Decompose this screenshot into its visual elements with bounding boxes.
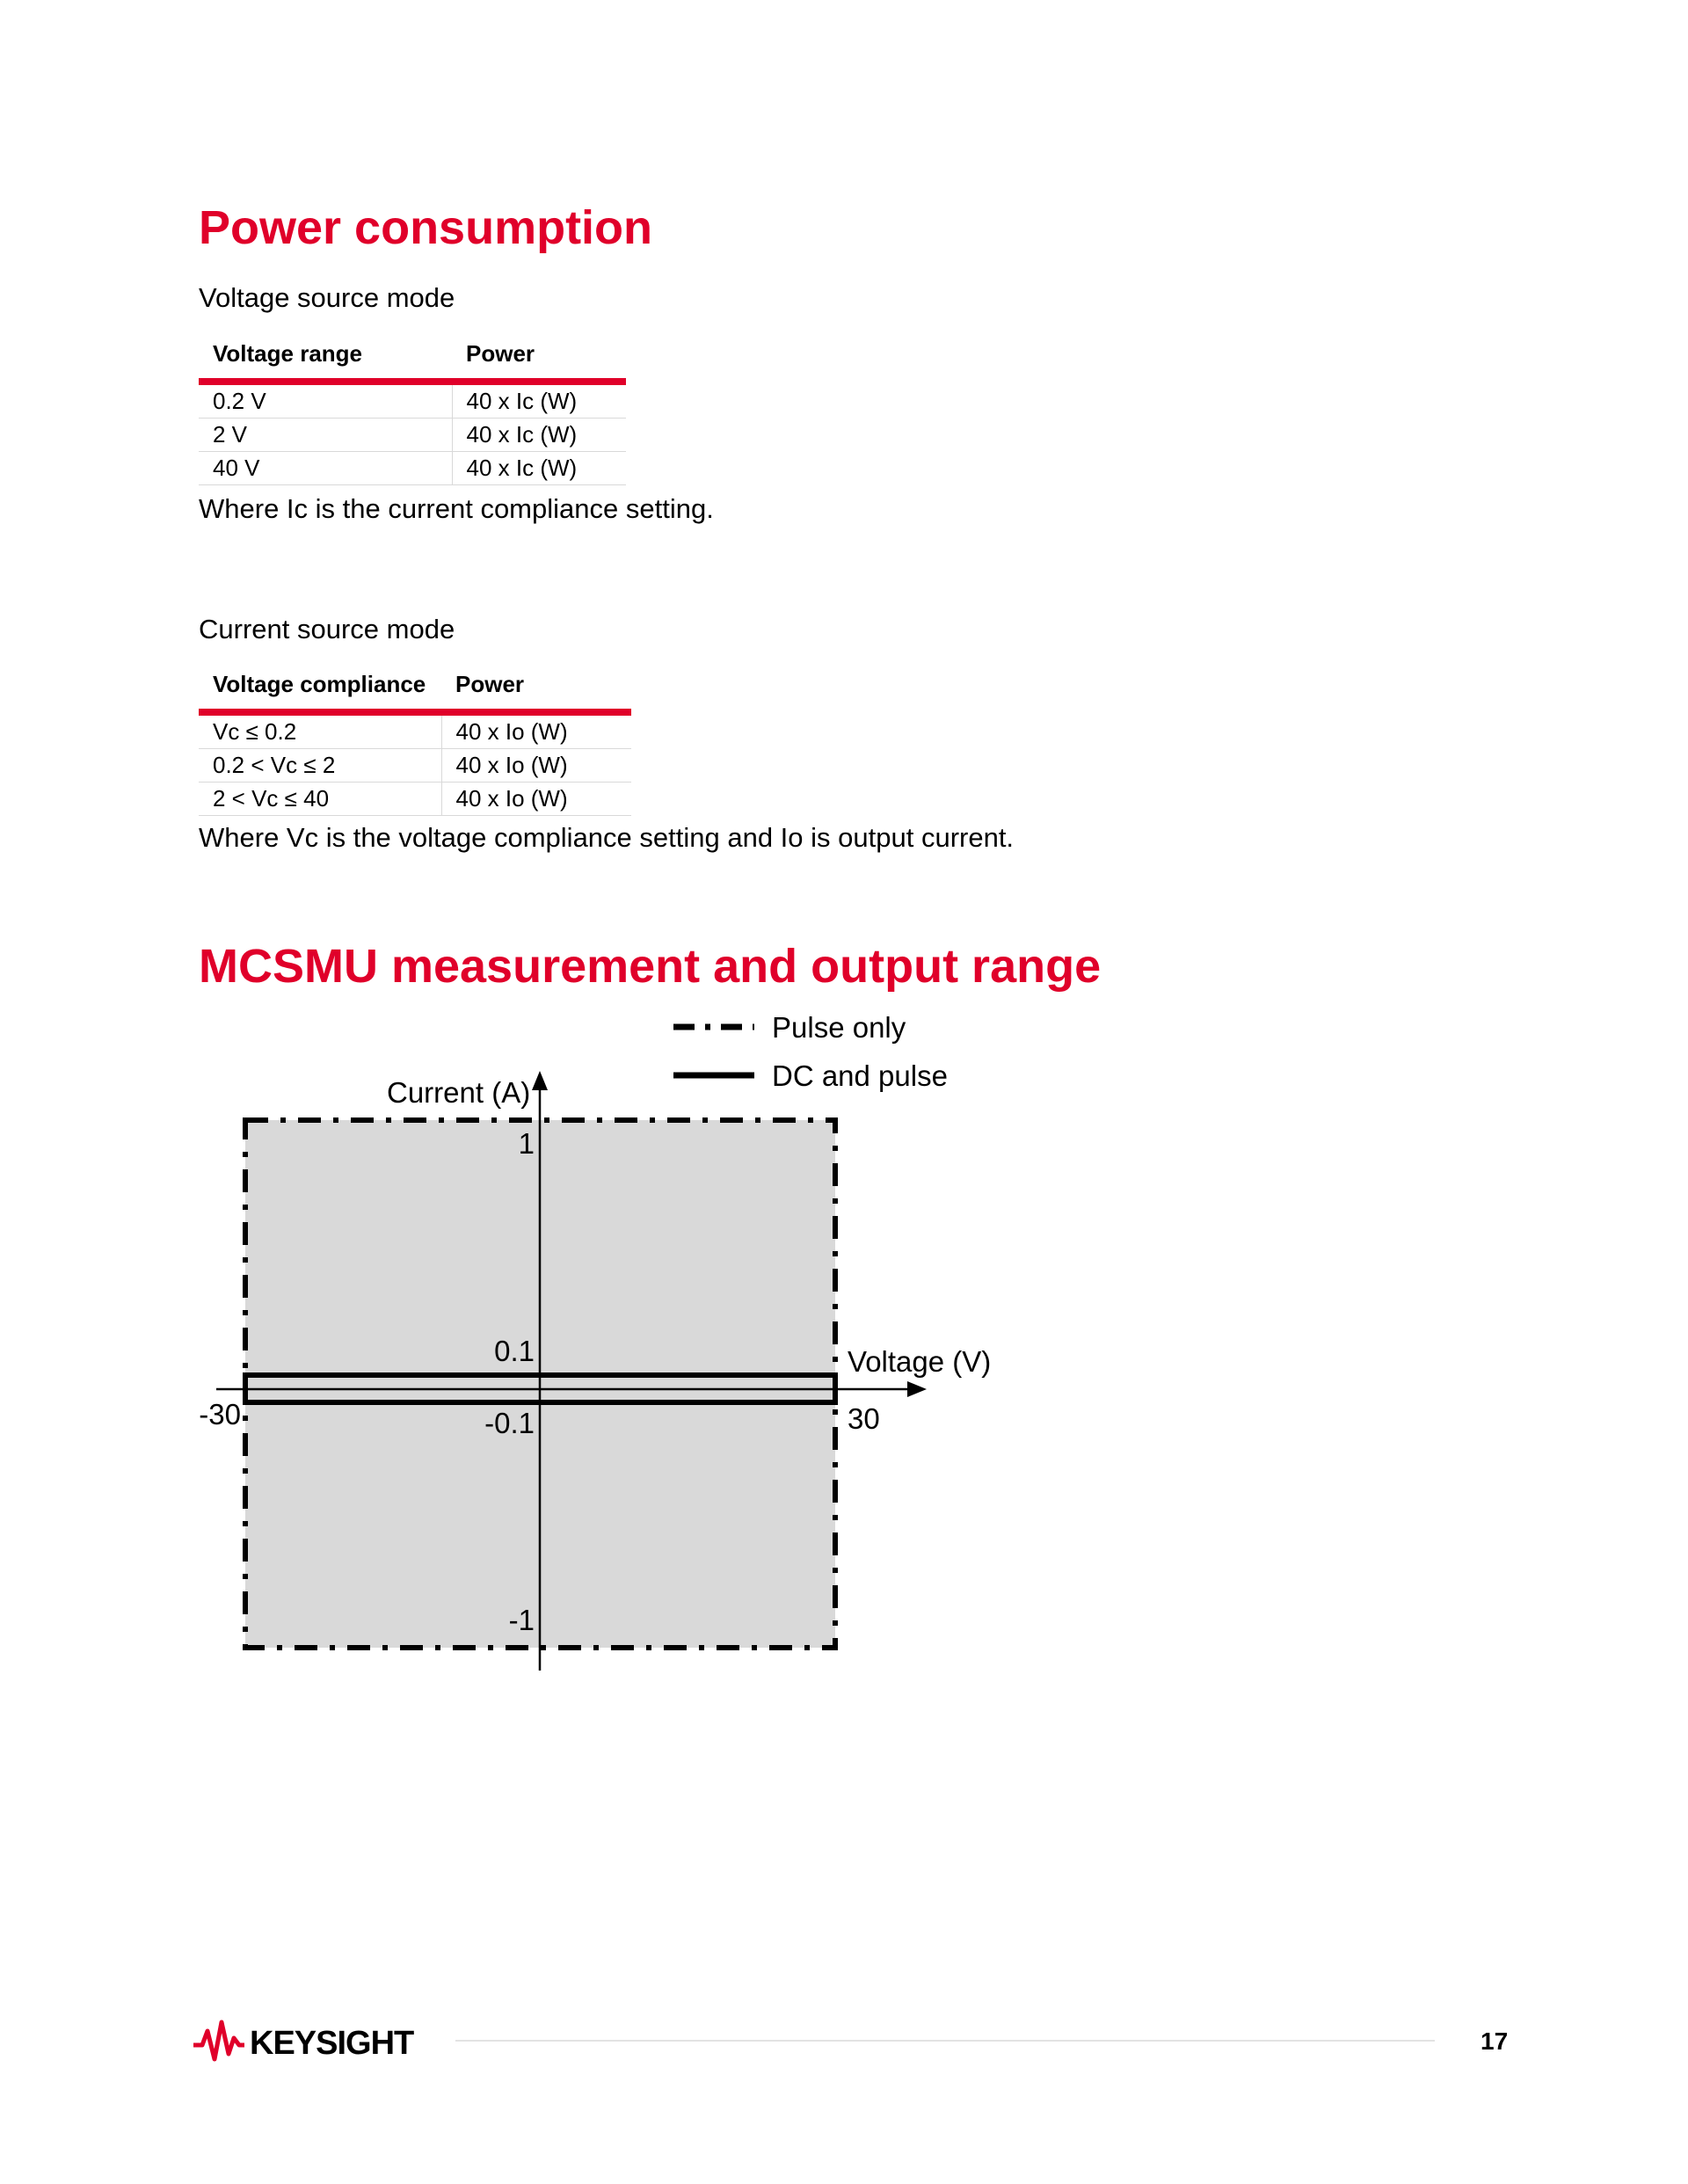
- column-header-power: Power: [441, 666, 631, 712]
- table-header-row: [199, 336, 626, 382]
- legend-dc-label: DC and pulse: [772, 1059, 948, 1092]
- cell-voltage-compliance: 2 < Vc ≤ 40: [199, 783, 441, 816]
- table-header-row: [199, 666, 631, 712]
- table-row: [199, 749, 631, 783]
- current-mode-note: Where Vc is the voltage compliance setting and Io is output current.: [199, 822, 1015, 853]
- tick-label-current-dc-max: 0.1: [494, 1335, 535, 1367]
- cell-voltage-range: 2 V: [199, 419, 452, 452]
- legend-pulse-label: Pulse only: [772, 1011, 906, 1044]
- cell-voltage-compliance: Vc ≤ 0.2: [199, 712, 441, 749]
- table-row: [199, 712, 631, 749]
- voltage-axis-arrow: [907, 1381, 927, 1397]
- tick-label-current-max: 1: [518, 1127, 535, 1160]
- column-header-voltage-range: Voltage range: [199, 336, 452, 382]
- power-consumption-title: Power consumption: [199, 201, 653, 254]
- column-header-voltage-compliance: Voltage compliance: [199, 666, 441, 712]
- mcsmu-range-title: MCSMU measurement and output range: [199, 940, 1102, 993]
- current-source-mode-heading: Current source mode: [199, 614, 455, 644]
- cell-voltage-compliance: 0.2 < Vc ≤ 2: [199, 749, 441, 783]
- cell-power: 40 x Ic (W): [452, 382, 626, 419]
- voltage-source-mode-table: [199, 336, 626, 485]
- cell-voltage-range: 0.2 V: [199, 382, 452, 419]
- tick-label-voltage-min: -30: [199, 1398, 241, 1431]
- voltage-source-mode-heading: Voltage source mode: [199, 282, 455, 313]
- voltage-mode-note: Where Ic is the current compliance setting.: [199, 493, 714, 524]
- table-row: [199, 452, 626, 485]
- cell-voltage-range: 40 V: [199, 452, 452, 485]
- current-source-mode-table: [199, 666, 631, 816]
- table-row: [199, 783, 631, 816]
- page-number: 17: [1481, 2027, 1509, 2055]
- cell-power: 40 x Ic (W): [452, 419, 626, 452]
- tick-label-voltage-max: 30: [848, 1402, 880, 1435]
- cell-power: 40 x Io (W): [441, 783, 631, 816]
- keysight-logo: [192, 2015, 420, 2068]
- keysight-wave-icon: [193, 2022, 244, 2059]
- table-row: [199, 382, 626, 419]
- output-range-diagram: [190, 1002, 1034, 1688]
- cell-power: 40 x Io (W): [441, 749, 631, 783]
- voltage-axis-label: Voltage (V): [848, 1345, 992, 1378]
- cell-power: 40 x Ic (W): [452, 452, 626, 485]
- keysight-wordmark: KEYSIGHT: [250, 2025, 414, 2062]
- footer-divider: [455, 2040, 1435, 2042]
- current-axis-arrow: [532, 1071, 548, 1090]
- tick-label-current-min: -1: [508, 1604, 535, 1636]
- cell-power: 40 x Io (W): [441, 712, 631, 749]
- tick-label-current-dc-min: -0.1: [484, 1407, 535, 1439]
- table-row: [199, 419, 626, 452]
- current-axis-label: Current (A): [387, 1076, 531, 1109]
- column-header-power: Power: [452, 336, 626, 382]
